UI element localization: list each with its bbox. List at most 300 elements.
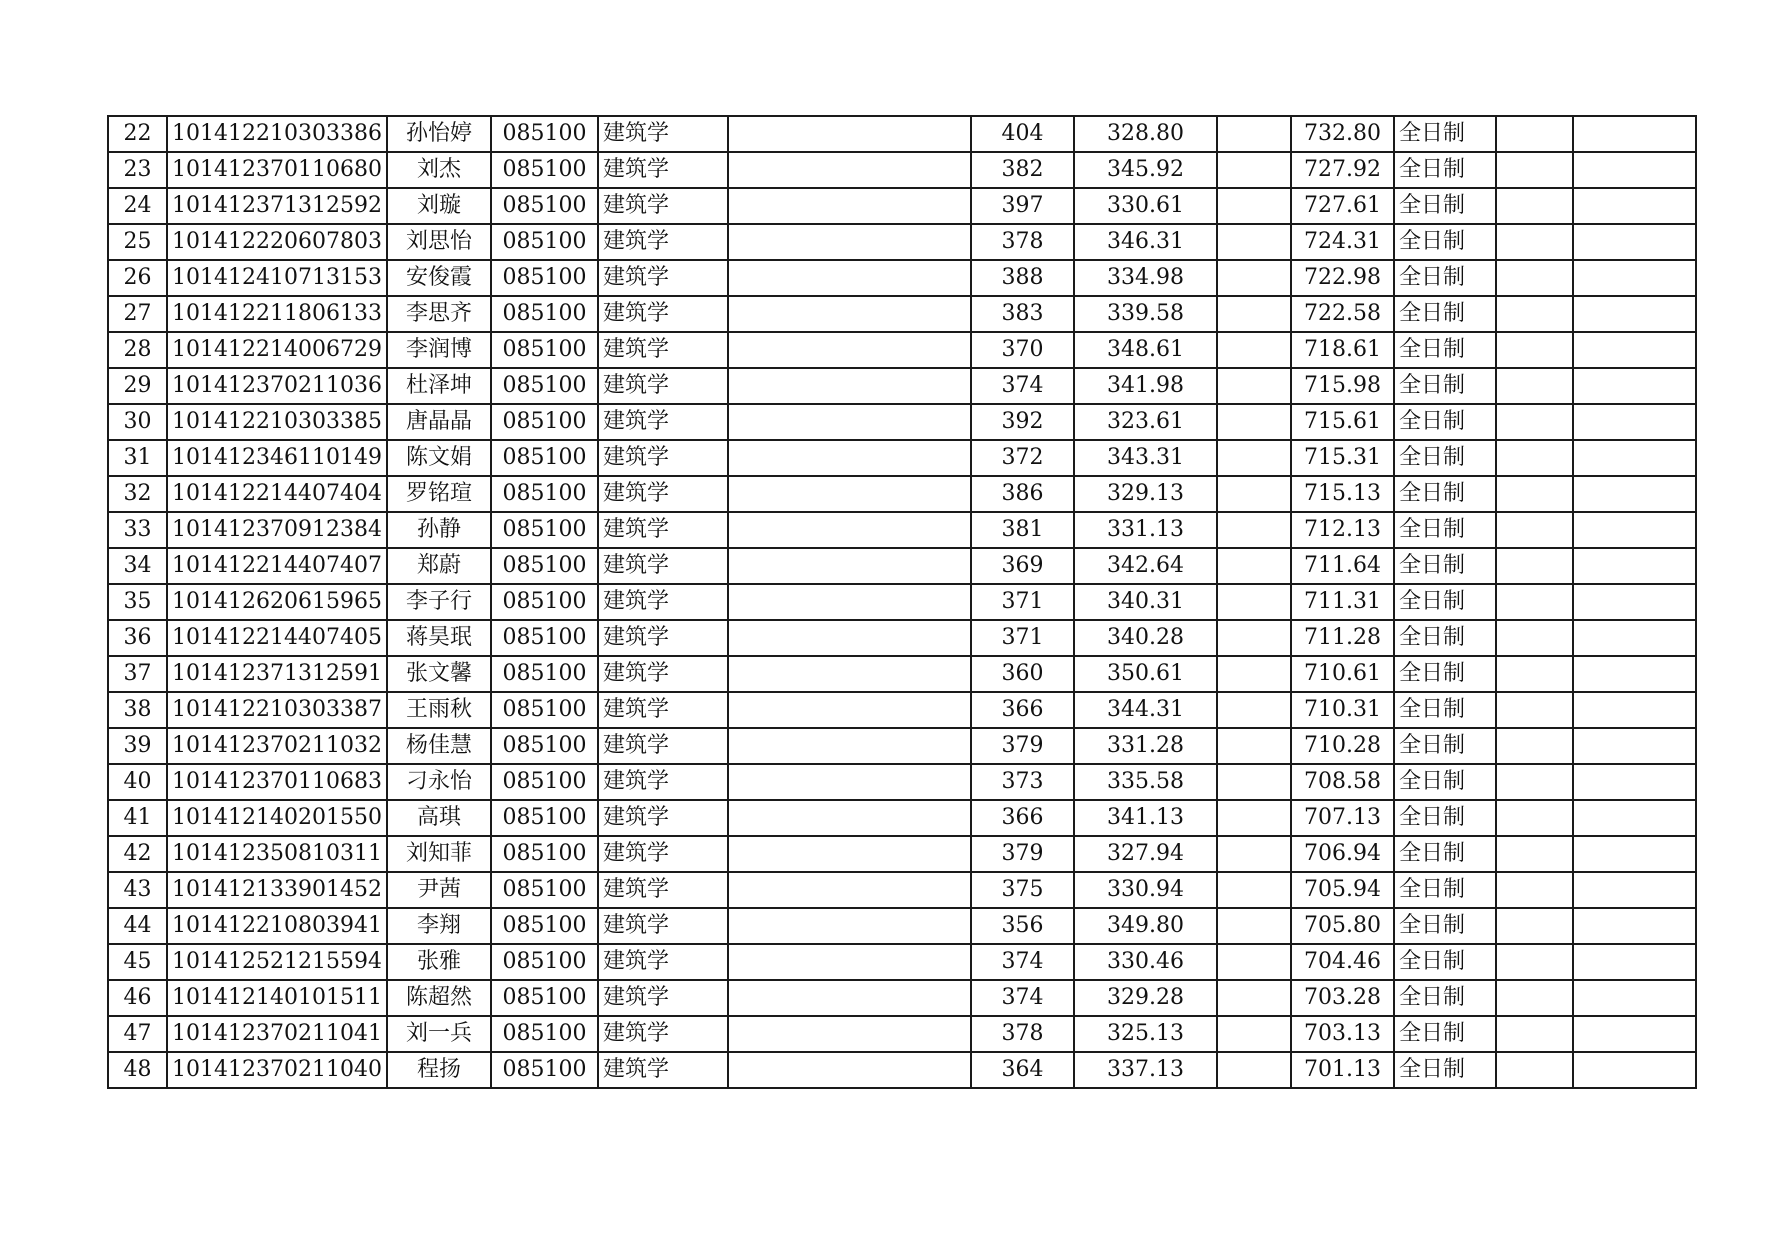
exam-id: 101412210303386	[167, 116, 387, 152]
study-type: 全日制	[1394, 260, 1496, 296]
major-code: 085100	[491, 836, 598, 872]
retest-score: 335.58	[1074, 764, 1217, 800]
empty-cell	[728, 296, 971, 332]
major-name: 建筑学	[598, 728, 728, 764]
total-score: 722.98	[1291, 260, 1394, 296]
row-number: 31	[108, 440, 167, 476]
empty-cell	[1573, 296, 1696, 332]
empty-cell	[728, 620, 971, 656]
empty-cell	[728, 548, 971, 584]
empty-cell	[728, 872, 971, 908]
exam-id: 101412370211041	[167, 1016, 387, 1052]
student-name: 尹茜	[387, 872, 491, 908]
empty-cell	[728, 1052, 971, 1088]
student-name: 杨佳慧	[387, 728, 491, 764]
major-name: 建筑学	[598, 908, 728, 944]
initial-score: 379	[971, 836, 1074, 872]
major-code: 085100	[491, 188, 598, 224]
empty-cell	[728, 656, 971, 692]
study-type: 全日制	[1394, 872, 1496, 908]
empty-cell	[1573, 512, 1696, 548]
initial-score: 397	[971, 188, 1074, 224]
major-code: 085100	[491, 980, 598, 1016]
empty-cell	[728, 224, 971, 260]
retest-score: 329.28	[1074, 980, 1217, 1016]
student-name: 李思齐	[387, 296, 491, 332]
major-code: 085100	[491, 584, 598, 620]
empty-cell	[1217, 224, 1291, 260]
empty-cell	[1573, 872, 1696, 908]
empty-cell	[1496, 908, 1573, 944]
major-code: 085100	[491, 872, 598, 908]
major-name: 建筑学	[598, 512, 728, 548]
empty-cell	[728, 1016, 971, 1052]
retest-score: 341.13	[1074, 800, 1217, 836]
retest-score: 345.92	[1074, 152, 1217, 188]
total-score: 710.31	[1291, 692, 1394, 728]
total-score: 705.94	[1291, 872, 1394, 908]
table-row	[108, 944, 1696, 980]
major-name: 建筑学	[598, 116, 728, 152]
empty-cell	[1573, 656, 1696, 692]
row-number: 28	[108, 332, 167, 368]
empty-cell	[1217, 692, 1291, 728]
major-code: 085100	[491, 152, 598, 188]
study-type: 全日制	[1394, 368, 1496, 404]
initial-score: 404	[971, 116, 1074, 152]
empty-cell	[1217, 944, 1291, 980]
student-name: 刘思怡	[387, 224, 491, 260]
student-name: 刁永怡	[387, 764, 491, 800]
total-score: 703.28	[1291, 980, 1394, 1016]
empty-cell	[1573, 1016, 1696, 1052]
row-number: 38	[108, 692, 167, 728]
study-type: 全日制	[1394, 764, 1496, 800]
major-code: 085100	[491, 692, 598, 728]
empty-cell	[728, 476, 971, 512]
exam-id: 101412220607803	[167, 224, 387, 260]
row-number: 24	[108, 188, 167, 224]
empty-cell	[728, 944, 971, 980]
major-name: 建筑学	[598, 332, 728, 368]
retest-score: 325.13	[1074, 1016, 1217, 1052]
empty-cell	[1496, 224, 1573, 260]
study-type: 全日制	[1394, 656, 1496, 692]
study-type: 全日制	[1394, 548, 1496, 584]
major-code: 085100	[491, 764, 598, 800]
total-score: 703.13	[1291, 1016, 1394, 1052]
major-code: 085100	[491, 1016, 598, 1052]
empty-cell	[728, 152, 971, 188]
row-number: 45	[108, 944, 167, 980]
empty-cell	[1496, 692, 1573, 728]
row-number: 27	[108, 296, 167, 332]
major-name: 建筑学	[598, 548, 728, 584]
initial-score: 371	[971, 620, 1074, 656]
total-score: 711.28	[1291, 620, 1394, 656]
empty-cell	[1496, 836, 1573, 872]
total-score: 715.98	[1291, 368, 1394, 404]
exam-id: 101412370912384	[167, 512, 387, 548]
initial-score: 373	[971, 764, 1074, 800]
empty-cell	[1496, 728, 1573, 764]
exam-id: 101412214006729	[167, 332, 387, 368]
empty-cell	[1496, 980, 1573, 1016]
initial-score: 381	[971, 512, 1074, 548]
retest-score: 330.46	[1074, 944, 1217, 980]
table-row	[108, 836, 1696, 872]
empty-cell	[1573, 1052, 1696, 1088]
exam-id: 101412140201550	[167, 800, 387, 836]
empty-cell	[1573, 800, 1696, 836]
retest-score: 339.58	[1074, 296, 1217, 332]
major-name: 建筑学	[598, 584, 728, 620]
major-code: 085100	[491, 908, 598, 944]
empty-cell	[1217, 872, 1291, 908]
major-name: 建筑学	[598, 188, 728, 224]
total-score: 715.31	[1291, 440, 1394, 476]
major-name: 建筑学	[598, 440, 728, 476]
row-number: 36	[108, 620, 167, 656]
major-name: 建筑学	[598, 692, 728, 728]
initial-score: 382	[971, 152, 1074, 188]
empty-cell	[728, 440, 971, 476]
empty-cell	[1217, 404, 1291, 440]
retest-score: 328.80	[1074, 116, 1217, 152]
total-score: 724.31	[1291, 224, 1394, 260]
exam-id: 101412211806133	[167, 296, 387, 332]
initial-score: 374	[971, 944, 1074, 980]
major-name: 建筑学	[598, 872, 728, 908]
retest-score: 334.98	[1074, 260, 1217, 296]
empty-cell	[1573, 476, 1696, 512]
empty-cell	[1217, 836, 1291, 872]
initial-score: 374	[971, 980, 1074, 1016]
empty-cell	[1496, 188, 1573, 224]
exam-id: 101412370211040	[167, 1052, 387, 1088]
empty-cell	[1496, 764, 1573, 800]
major-code: 085100	[491, 116, 598, 152]
total-score: 707.13	[1291, 800, 1394, 836]
major-code: 085100	[491, 440, 598, 476]
exam-id: 101412350810311	[167, 836, 387, 872]
retest-score: 346.31	[1074, 224, 1217, 260]
empty-cell	[1217, 1052, 1291, 1088]
total-score: 711.31	[1291, 584, 1394, 620]
study-type: 全日制	[1394, 188, 1496, 224]
initial-score: 366	[971, 692, 1074, 728]
empty-cell	[1217, 728, 1291, 764]
exam-id: 101412521215594	[167, 944, 387, 980]
student-name: 高琪	[387, 800, 491, 836]
table-row	[108, 224, 1696, 260]
major-name: 建筑学	[598, 836, 728, 872]
empty-cell	[1573, 728, 1696, 764]
study-type: 全日制	[1394, 512, 1496, 548]
row-number: 33	[108, 512, 167, 548]
table-row	[108, 872, 1696, 908]
major-name: 建筑学	[598, 800, 728, 836]
row-number: 41	[108, 800, 167, 836]
empty-cell	[728, 728, 971, 764]
row-number: 22	[108, 116, 167, 152]
initial-score: 378	[971, 224, 1074, 260]
empty-cell	[1496, 152, 1573, 188]
empty-cell	[1217, 440, 1291, 476]
total-score: 712.13	[1291, 512, 1394, 548]
table-row	[108, 728, 1696, 764]
row-number: 35	[108, 584, 167, 620]
exam-id: 101412214407405	[167, 620, 387, 656]
exam-id: 101412214407407	[167, 548, 387, 584]
total-score: 706.94	[1291, 836, 1394, 872]
exam-id: 101412620615965	[167, 584, 387, 620]
study-type: 全日制	[1394, 152, 1496, 188]
table-row	[108, 512, 1696, 548]
student-name: 郑蔚	[387, 548, 491, 584]
initial-score: 364	[971, 1052, 1074, 1088]
retest-score: 349.80	[1074, 908, 1217, 944]
table-row	[108, 260, 1696, 296]
total-score: 708.58	[1291, 764, 1394, 800]
major-code: 085100	[491, 260, 598, 296]
exam-id: 101412371312592	[167, 188, 387, 224]
major-code: 085100	[491, 476, 598, 512]
major-code: 085100	[491, 656, 598, 692]
major-name: 建筑学	[598, 296, 728, 332]
empty-cell	[1217, 476, 1291, 512]
empty-cell	[1496, 116, 1573, 152]
empty-cell	[1573, 764, 1696, 800]
empty-cell	[1217, 512, 1291, 548]
major-name: 建筑学	[598, 1016, 728, 1052]
student-name: 孙静	[387, 512, 491, 548]
retest-score: 329.13	[1074, 476, 1217, 512]
row-number: 44	[108, 908, 167, 944]
exam-id: 101412410713153	[167, 260, 387, 296]
empty-cell	[1573, 440, 1696, 476]
empty-cell	[1573, 908, 1696, 944]
retest-score: 341.98	[1074, 368, 1217, 404]
empty-cell	[728, 260, 971, 296]
table-row	[108, 152, 1696, 188]
empty-cell	[1496, 332, 1573, 368]
study-type: 全日制	[1394, 404, 1496, 440]
study-type: 全日制	[1394, 728, 1496, 764]
empty-cell	[728, 584, 971, 620]
study-type: 全日制	[1394, 332, 1496, 368]
row-number: 34	[108, 548, 167, 584]
exam-id: 101412210803941	[167, 908, 387, 944]
empty-cell	[1496, 512, 1573, 548]
table-row	[108, 1016, 1696, 1052]
empty-cell	[1573, 152, 1696, 188]
total-score: 705.80	[1291, 908, 1394, 944]
retest-score: 342.64	[1074, 548, 1217, 584]
study-type: 全日制	[1394, 692, 1496, 728]
row-number: 48	[108, 1052, 167, 1088]
empty-cell	[1217, 152, 1291, 188]
table-row	[108, 692, 1696, 728]
table-row	[108, 584, 1696, 620]
retest-score: 327.94	[1074, 836, 1217, 872]
total-score: 715.13	[1291, 476, 1394, 512]
table-row	[108, 188, 1696, 224]
empty-cell	[1496, 476, 1573, 512]
student-name: 李翔	[387, 908, 491, 944]
empty-cell	[728, 404, 971, 440]
table-row	[108, 116, 1696, 152]
empty-cell	[1496, 656, 1573, 692]
study-type: 全日制	[1394, 1016, 1496, 1052]
retest-score: 348.61	[1074, 332, 1217, 368]
empty-cell	[1217, 548, 1291, 584]
major-code: 085100	[491, 728, 598, 764]
study-type: 全日制	[1394, 980, 1496, 1016]
total-score: 710.61	[1291, 656, 1394, 692]
table-row	[108, 548, 1696, 584]
study-type: 全日制	[1394, 296, 1496, 332]
major-name: 建筑学	[598, 476, 728, 512]
exam-id: 101412140101511	[167, 980, 387, 1016]
student-name: 安俊霞	[387, 260, 491, 296]
retest-score: 330.94	[1074, 872, 1217, 908]
study-type: 全日制	[1394, 836, 1496, 872]
major-code: 085100	[491, 224, 598, 260]
initial-score: 392	[971, 404, 1074, 440]
initial-score: 366	[971, 800, 1074, 836]
total-score: 710.28	[1291, 728, 1394, 764]
retest-score: 331.28	[1074, 728, 1217, 764]
row-number: 32	[108, 476, 167, 512]
initial-score: 360	[971, 656, 1074, 692]
major-code: 085100	[491, 944, 598, 980]
major-name: 建筑学	[598, 1052, 728, 1088]
study-type: 全日制	[1394, 1052, 1496, 1088]
retest-score: 331.13	[1074, 512, 1217, 548]
student-name: 刘璇	[387, 188, 491, 224]
initial-score: 371	[971, 584, 1074, 620]
initial-score: 375	[971, 872, 1074, 908]
student-name: 蒋昊珉	[387, 620, 491, 656]
empty-cell	[728, 980, 971, 1016]
table-row	[108, 368, 1696, 404]
empty-cell	[1217, 368, 1291, 404]
row-number: 39	[108, 728, 167, 764]
empty-cell	[1496, 368, 1573, 404]
initial-score: 386	[971, 476, 1074, 512]
empty-cell	[1496, 404, 1573, 440]
major-name: 建筑学	[598, 656, 728, 692]
admission-table	[107, 115, 1697, 1089]
student-name: 李润博	[387, 332, 491, 368]
major-code: 085100	[491, 404, 598, 440]
student-name: 杜泽坤	[387, 368, 491, 404]
initial-score: 356	[971, 908, 1074, 944]
major-name: 建筑学	[598, 260, 728, 296]
empty-cell	[728, 764, 971, 800]
total-score: 727.61	[1291, 188, 1394, 224]
table-row	[108, 620, 1696, 656]
major-code: 085100	[491, 1052, 598, 1088]
empty-cell	[728, 800, 971, 836]
empty-cell	[1496, 620, 1573, 656]
study-type: 全日制	[1394, 116, 1496, 152]
empty-cell	[1573, 188, 1696, 224]
student-name: 李子行	[387, 584, 491, 620]
retest-score: 323.61	[1074, 404, 1217, 440]
exam-id: 101412210303387	[167, 692, 387, 728]
row-number: 40	[108, 764, 167, 800]
student-name: 张文馨	[387, 656, 491, 692]
empty-cell	[1496, 440, 1573, 476]
total-score: 701.13	[1291, 1052, 1394, 1088]
retest-score: 350.61	[1074, 656, 1217, 692]
retest-score: 344.31	[1074, 692, 1217, 728]
student-name: 陈超然	[387, 980, 491, 1016]
table-row	[108, 656, 1696, 692]
empty-cell	[1573, 368, 1696, 404]
empty-cell	[1217, 908, 1291, 944]
empty-cell	[1573, 836, 1696, 872]
study-type: 全日制	[1394, 908, 1496, 944]
study-type: 全日制	[1394, 584, 1496, 620]
major-code: 085100	[491, 296, 598, 332]
empty-cell	[1217, 188, 1291, 224]
empty-cell	[1573, 404, 1696, 440]
empty-cell	[1217, 584, 1291, 620]
empty-cell	[728, 908, 971, 944]
total-score: 704.46	[1291, 944, 1394, 980]
major-code: 085100	[491, 548, 598, 584]
major-code: 085100	[491, 368, 598, 404]
row-number: 29	[108, 368, 167, 404]
exam-id: 101412371312591	[167, 656, 387, 692]
total-score: 727.92	[1291, 152, 1394, 188]
initial-score: 369	[971, 548, 1074, 584]
retest-score: 340.28	[1074, 620, 1217, 656]
total-score: 722.58	[1291, 296, 1394, 332]
initial-score: 378	[971, 1016, 1074, 1052]
retest-score: 337.13	[1074, 1052, 1217, 1088]
empty-cell	[728, 368, 971, 404]
row-number: 42	[108, 836, 167, 872]
empty-cell	[728, 512, 971, 548]
empty-cell	[1217, 620, 1291, 656]
empty-cell	[1217, 1016, 1291, 1052]
exam-id: 101412210303385	[167, 404, 387, 440]
empty-cell	[1496, 944, 1573, 980]
exam-id: 101412370211036	[167, 368, 387, 404]
row-number: 43	[108, 872, 167, 908]
empty-cell	[1217, 656, 1291, 692]
table-row	[108, 1052, 1696, 1088]
empty-cell	[1496, 260, 1573, 296]
empty-cell	[1217, 332, 1291, 368]
student-name: 刘知菲	[387, 836, 491, 872]
retest-score: 343.31	[1074, 440, 1217, 476]
exam-id: 101412214407404	[167, 476, 387, 512]
student-name: 王雨秋	[387, 692, 491, 728]
major-code: 085100	[491, 800, 598, 836]
study-type: 全日制	[1394, 944, 1496, 980]
student-name: 孙怡婷	[387, 116, 491, 152]
row-number: 46	[108, 980, 167, 1016]
empty-cell	[1573, 260, 1696, 296]
exam-id: 101412346110149	[167, 440, 387, 476]
empty-cell	[1217, 800, 1291, 836]
row-number: 23	[108, 152, 167, 188]
